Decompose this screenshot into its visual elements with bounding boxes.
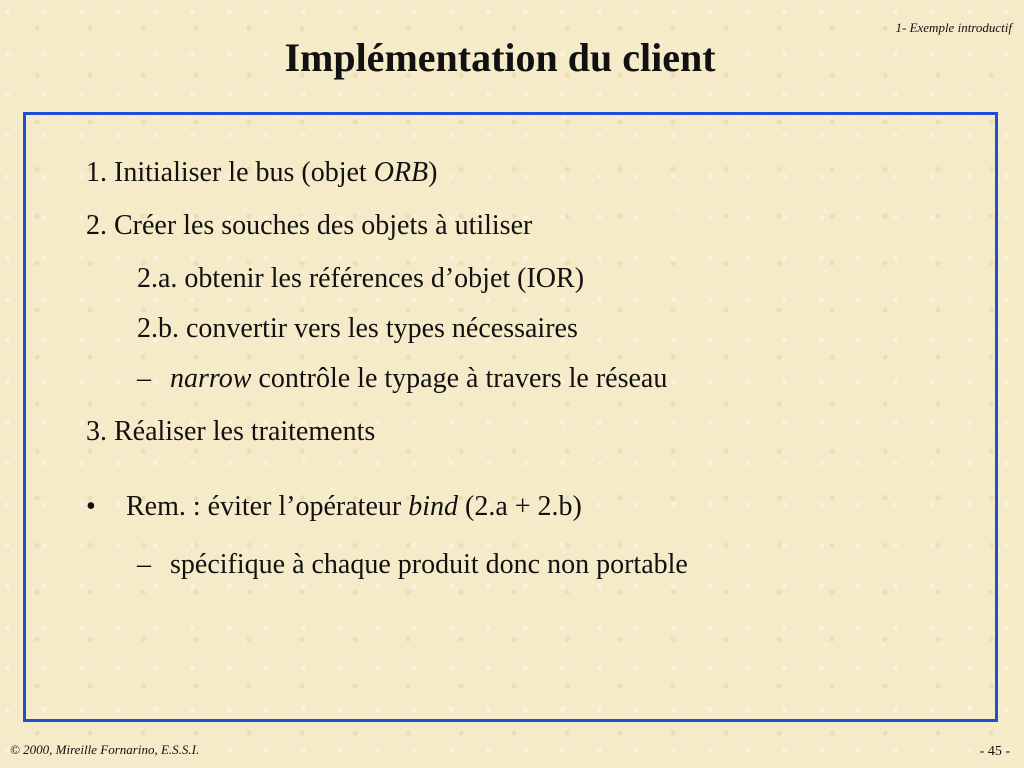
narrow-text: contrôle le typage à travers le réseau bbox=[251, 363, 668, 394]
page-number: - 45 - bbox=[979, 744, 1010, 759]
step-1-line bbox=[86, 159, 437, 187]
bind-term: bind bbox=[408, 491, 458, 522]
remark-end: (2.a + 2.b) bbox=[458, 491, 582, 522]
dash-marker: – bbox=[137, 549, 151, 580]
narrow-line bbox=[137, 365, 667, 393]
step-2a-line: 2.a. obtenir les références d’objet (IOR) bbox=[137, 263, 585, 294]
dash-marker: – bbox=[137, 363, 151, 394]
step-3-line: 3. Réaliser les traitements bbox=[86, 416, 376, 447]
step-1-end: ) bbox=[428, 157, 438, 188]
orb-term: ORB bbox=[373, 157, 429, 188]
step-2-line: 2. Créer les souches des objets à utiliser bbox=[86, 210, 533, 241]
narrow-term: narrow bbox=[170, 363, 252, 394]
specific-text: spécifique à chaque produit donc non portable bbox=[170, 549, 688, 580]
section-tag: 1- Exemple introductif bbox=[895, 20, 1012, 35]
specific-line bbox=[137, 551, 688, 579]
bullet-marker: • bbox=[86, 491, 96, 522]
copyright-footer: © 2000, Mireille Fornarino, E.S.S.I. bbox=[10, 742, 200, 757]
step-2b-line: 2.b. convertir vers les types nécessaires bbox=[137, 313, 578, 344]
step-1-text: 1. Initialiser le bus (objet bbox=[86, 157, 374, 188]
remark-line bbox=[86, 493, 582, 521]
remark-text: Rem. : éviter l’opérateur bbox=[126, 491, 409, 522]
slide-title: Implémentation du client bbox=[284, 35, 716, 80]
